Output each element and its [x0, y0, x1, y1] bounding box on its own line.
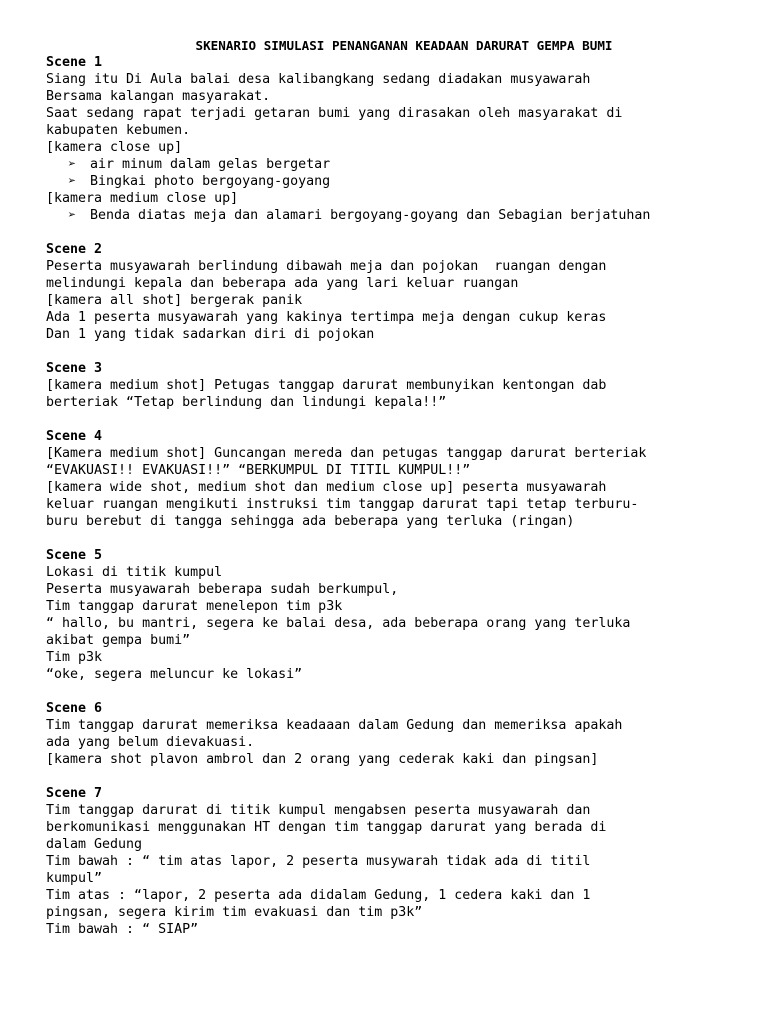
- text-line: kabupaten kebumen.: [46, 123, 191, 138]
- text-line: [kamera medium shot] Petugas tanggap darurat membunyikan kentongan dab: [46, 378, 607, 393]
- bullet-text: air minum dalam gelas bergetar: [90, 157, 331, 172]
- text-line: Peserta musyawarah berlindung dibawah meja dan pojokan ruangan dengan: [46, 259, 607, 274]
- text-line: dalam Gedung: [46, 837, 143, 852]
- bullet-text: Bingkai photo bergoyang-goyang: [90, 174, 331, 189]
- scene-section: [46, 700, 748, 768]
- scene-heading: Scene 4: [46, 429, 103, 444]
- scene-list: [46, 54, 748, 938]
- text-line: berteriak “Tetap berlindung dan lindungi kepala!!”: [46, 395, 447, 410]
- document-title: SKENARIO SIMULASI PENANGANAN KEADAAN DARURAT GEMPA BUMI: [195, 38, 613, 53]
- text-line: [Kamera medium shot] Guncangan mereda dan petugas tanggap darurat berteriak: [46, 446, 647, 461]
- bullet-item: [46, 173, 748, 190]
- text-line: Tim tanggap darurat memeriksa keadaaan dalam Gedung dan memeriksa apakah: [46, 718, 623, 733]
- text-line: berkomunikasi menggunakan HT dengan tim tanggap darurat yang berada di: [46, 820, 607, 835]
- text-line: pingsan, segera kirim tim evakuasi dan tim p3k”: [46, 905, 423, 920]
- arrow-bullet-icon: ➢: [68, 208, 77, 223]
- text-line: ada yang belum dievakuasi.: [46, 735, 255, 750]
- text-line: akibat gempa bumi”: [46, 633, 191, 648]
- text-line: melindungi kepala dan beberapa ada yang lari keluar ruangan: [46, 276, 519, 291]
- text-line: Tim bawah : “ SIAP”: [46, 922, 199, 937]
- text-line: Peserta musyawarah beberapa sudah berkumpul,: [46, 582, 399, 597]
- text-line: “oke, segera meluncur ke lokasi”: [46, 667, 303, 682]
- text-line: [kamera medium close up]: [46, 191, 239, 206]
- scene-section: [46, 241, 748, 343]
- text-line: “ hallo, bu mantri, segera ke balai desa, ada beberapa orang yang terluka: [46, 616, 631, 631]
- text-line: [kamera close up]: [46, 140, 183, 155]
- arrow-bullet-icon: ➢: [68, 157, 77, 172]
- text-line: Tim atas : “lapor, 2 peserta ada didalam Gedung, 1 cedera kaki dan 1: [46, 888, 591, 903]
- scene-section: [46, 360, 748, 411]
- text-line: Tim tanggap darurat di titik kumpul mengabsen peserta musyawarah dan: [46, 803, 591, 818]
- scene-heading: Scene 7: [46, 786, 103, 801]
- text-line: keluar ruangan mengikuti instruksi tim tanggap darurat tapi tetap terburu-: [46, 497, 639, 512]
- scene-heading: Scene 2: [46, 242, 103, 257]
- scene-section: [46, 54, 748, 224]
- scene-heading: Scene 5: [46, 548, 103, 563]
- scene-heading: Scene 6: [46, 701, 103, 716]
- bullet-item: [46, 156, 748, 173]
- text-line: “EVAKUASI!! EVAKUASI!!” “BERKUMPUL DI TITIL KUMPUL!!”: [46, 463, 471, 478]
- text-line: [kamera wide shot, medium shot dan medium close up] peserta musyawarah: [46, 480, 607, 495]
- scene-section: [46, 428, 748, 530]
- scene-heading: Scene 1: [46, 55, 103, 70]
- scene-section: [46, 547, 748, 683]
- text-line: Siang itu Di Aula balai desa kalibangkang sedang diadakan musyawarah: [46, 72, 591, 87]
- scene-heading: Scene 3: [46, 361, 103, 376]
- text-line: Tim p3k: [46, 650, 103, 665]
- text-line: buru berebut di tangga sehingga ada beberapa yang terluka (ringan): [46, 514, 575, 529]
- text-line: Tim bawah : “ tim atas lapor, 2 peserta musywarah tidak ada di titil: [46, 854, 591, 869]
- text-line: [kamera all shot] bergerak panik: [46, 293, 303, 308]
- text-line: Tim tanggap darurat menelepon tim p3k: [46, 599, 343, 614]
- text-line: Lokasi di titik kumpul: [46, 565, 223, 580]
- text-line: Saat sedang rapat terjadi getaran bumi yang dirasakan oleh masyarakat di: [46, 106, 623, 121]
- scene-section: [46, 785, 748, 938]
- text-line: [kamera shot plavon ambrol dan 2 orang yang cederak kaki dan pingsan]: [46, 752, 599, 767]
- text-line: Bersama kalangan masyarakat.: [46, 89, 271, 104]
- bullet-text: Benda diatas meja dan alamari bergoyang-goyang dan Sebagian berjatuhan: [90, 208, 651, 223]
- bullet-item: [46, 207, 748, 224]
- text-line: kumpul”: [46, 871, 103, 886]
- text-line: Ada 1 peserta musyawarah yang kakinya tertimpa meja dengan cukup keras: [46, 310, 607, 325]
- arrow-bullet-icon: ➢: [68, 174, 77, 189]
- text-line: Dan 1 yang tidak sadarkan diri di pojokan: [46, 327, 375, 342]
